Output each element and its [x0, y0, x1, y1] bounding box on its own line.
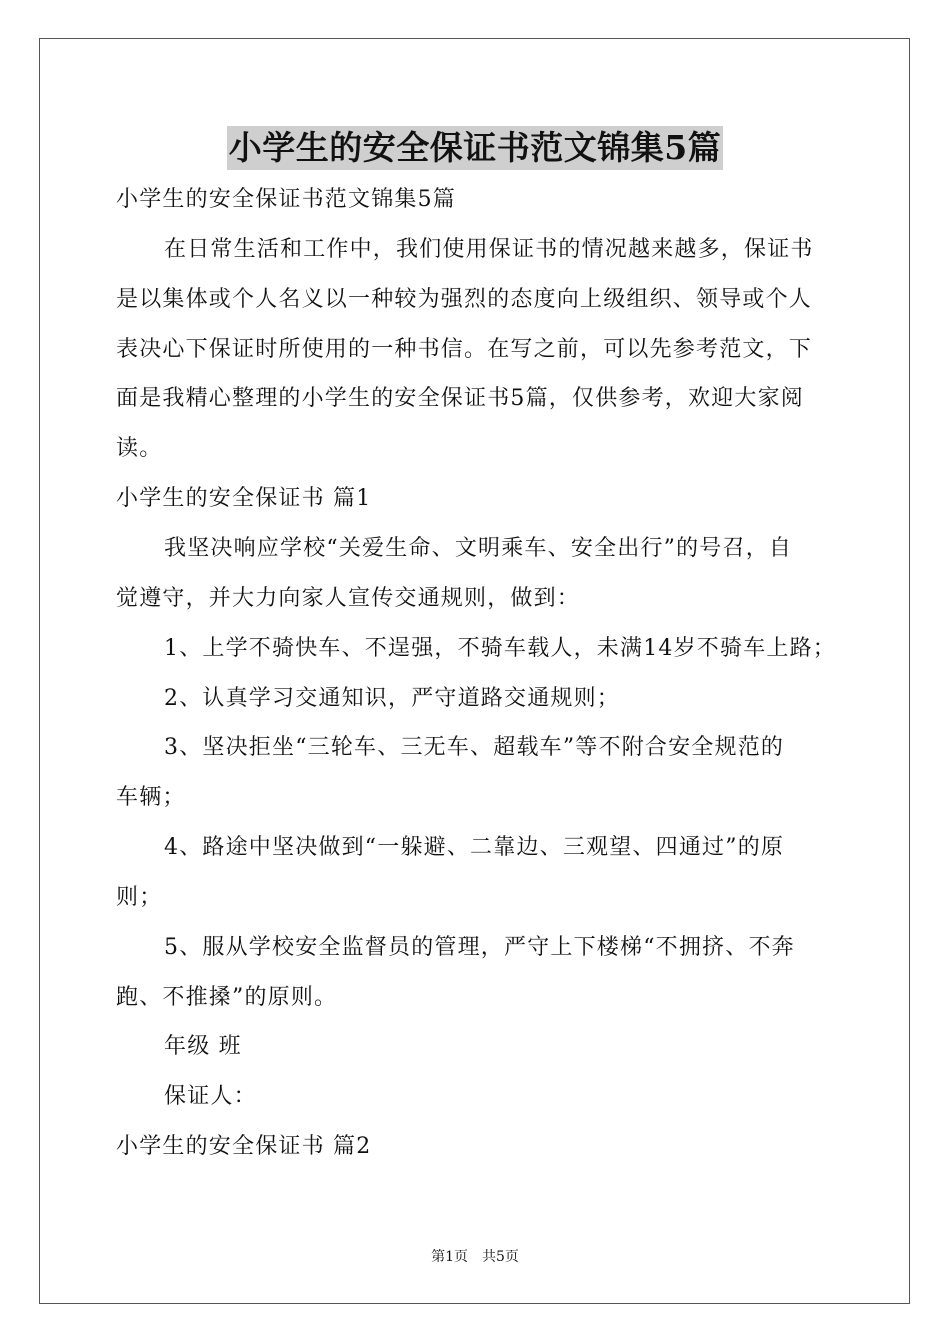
intro-line-2: 是以集体或个人名义以一种较为强烈的态度向上级组织、领导或个人	[116, 287, 813, 312]
page-border	[39, 38, 910, 1304]
rule-item-3: 3、坚决拒坐“三轮车、三无车、超载车”等不附合安全规范的	[164, 735, 785, 760]
rule-item-1: 1、上学不骑快车、不逞强，不骑车载人，未满14岁不骑车上路；	[164, 636, 836, 661]
page-footer: 第1页 共5页	[431, 1249, 519, 1265]
intro-line-4: 面是我精心整理的小学生的安全保证书5篇，仅供参考，欢迎大家阅	[116, 386, 804, 411]
subtitle-line: 小学生的安全保证书范文锦集5篇	[116, 187, 456, 212]
body-line-1: 我坚决响应学校“关爱生命、文明乘车、安全出行”的号召，自	[164, 536, 793, 561]
rule-item-5: 5、服从学校安全监督员的管理，严守上下楼梯“不拥挤、不奔	[164, 935, 795, 960]
rule-item-3-cont: 车辆；	[116, 785, 186, 810]
intro-line-5: 读。	[116, 436, 163, 461]
document-title: 小学生的安全保证书范文锦集5篇	[227, 126, 723, 170]
body-line-2: 觉遵守，并大力向家人宣传交通规则，做到：	[116, 586, 581, 611]
section-heading-2: 小学生的安全保证书 篇2	[116, 1134, 372, 1159]
rule-item-4-cont: 则；	[116, 885, 163, 910]
section-heading-1: 小学生的安全保证书 篇1	[116, 486, 372, 511]
grade-class-line: 年级 班	[164, 1034, 242, 1059]
guarantor-line: 保证人：	[164, 1084, 257, 1109]
title-container	[0, 126, 950, 170]
rule-item-5-cont: 跑、不推搡”的原则。	[116, 985, 338, 1010]
intro-line-1: 在日常生活和工作中，我们使用保证书的情况越来越多，保证书	[164, 237, 814, 262]
intro-line-3: 表决心下保证时所使用的一种书信。在写之前，可以先参考范文，下	[116, 337, 813, 362]
rule-item-2: 2、认真学习交通知识，严守道路交通规则；	[164, 686, 620, 711]
rule-item-4: 4、路途中坚决做到“一躲避、二靠边、三观望、四通过”的原	[164, 835, 785, 860]
